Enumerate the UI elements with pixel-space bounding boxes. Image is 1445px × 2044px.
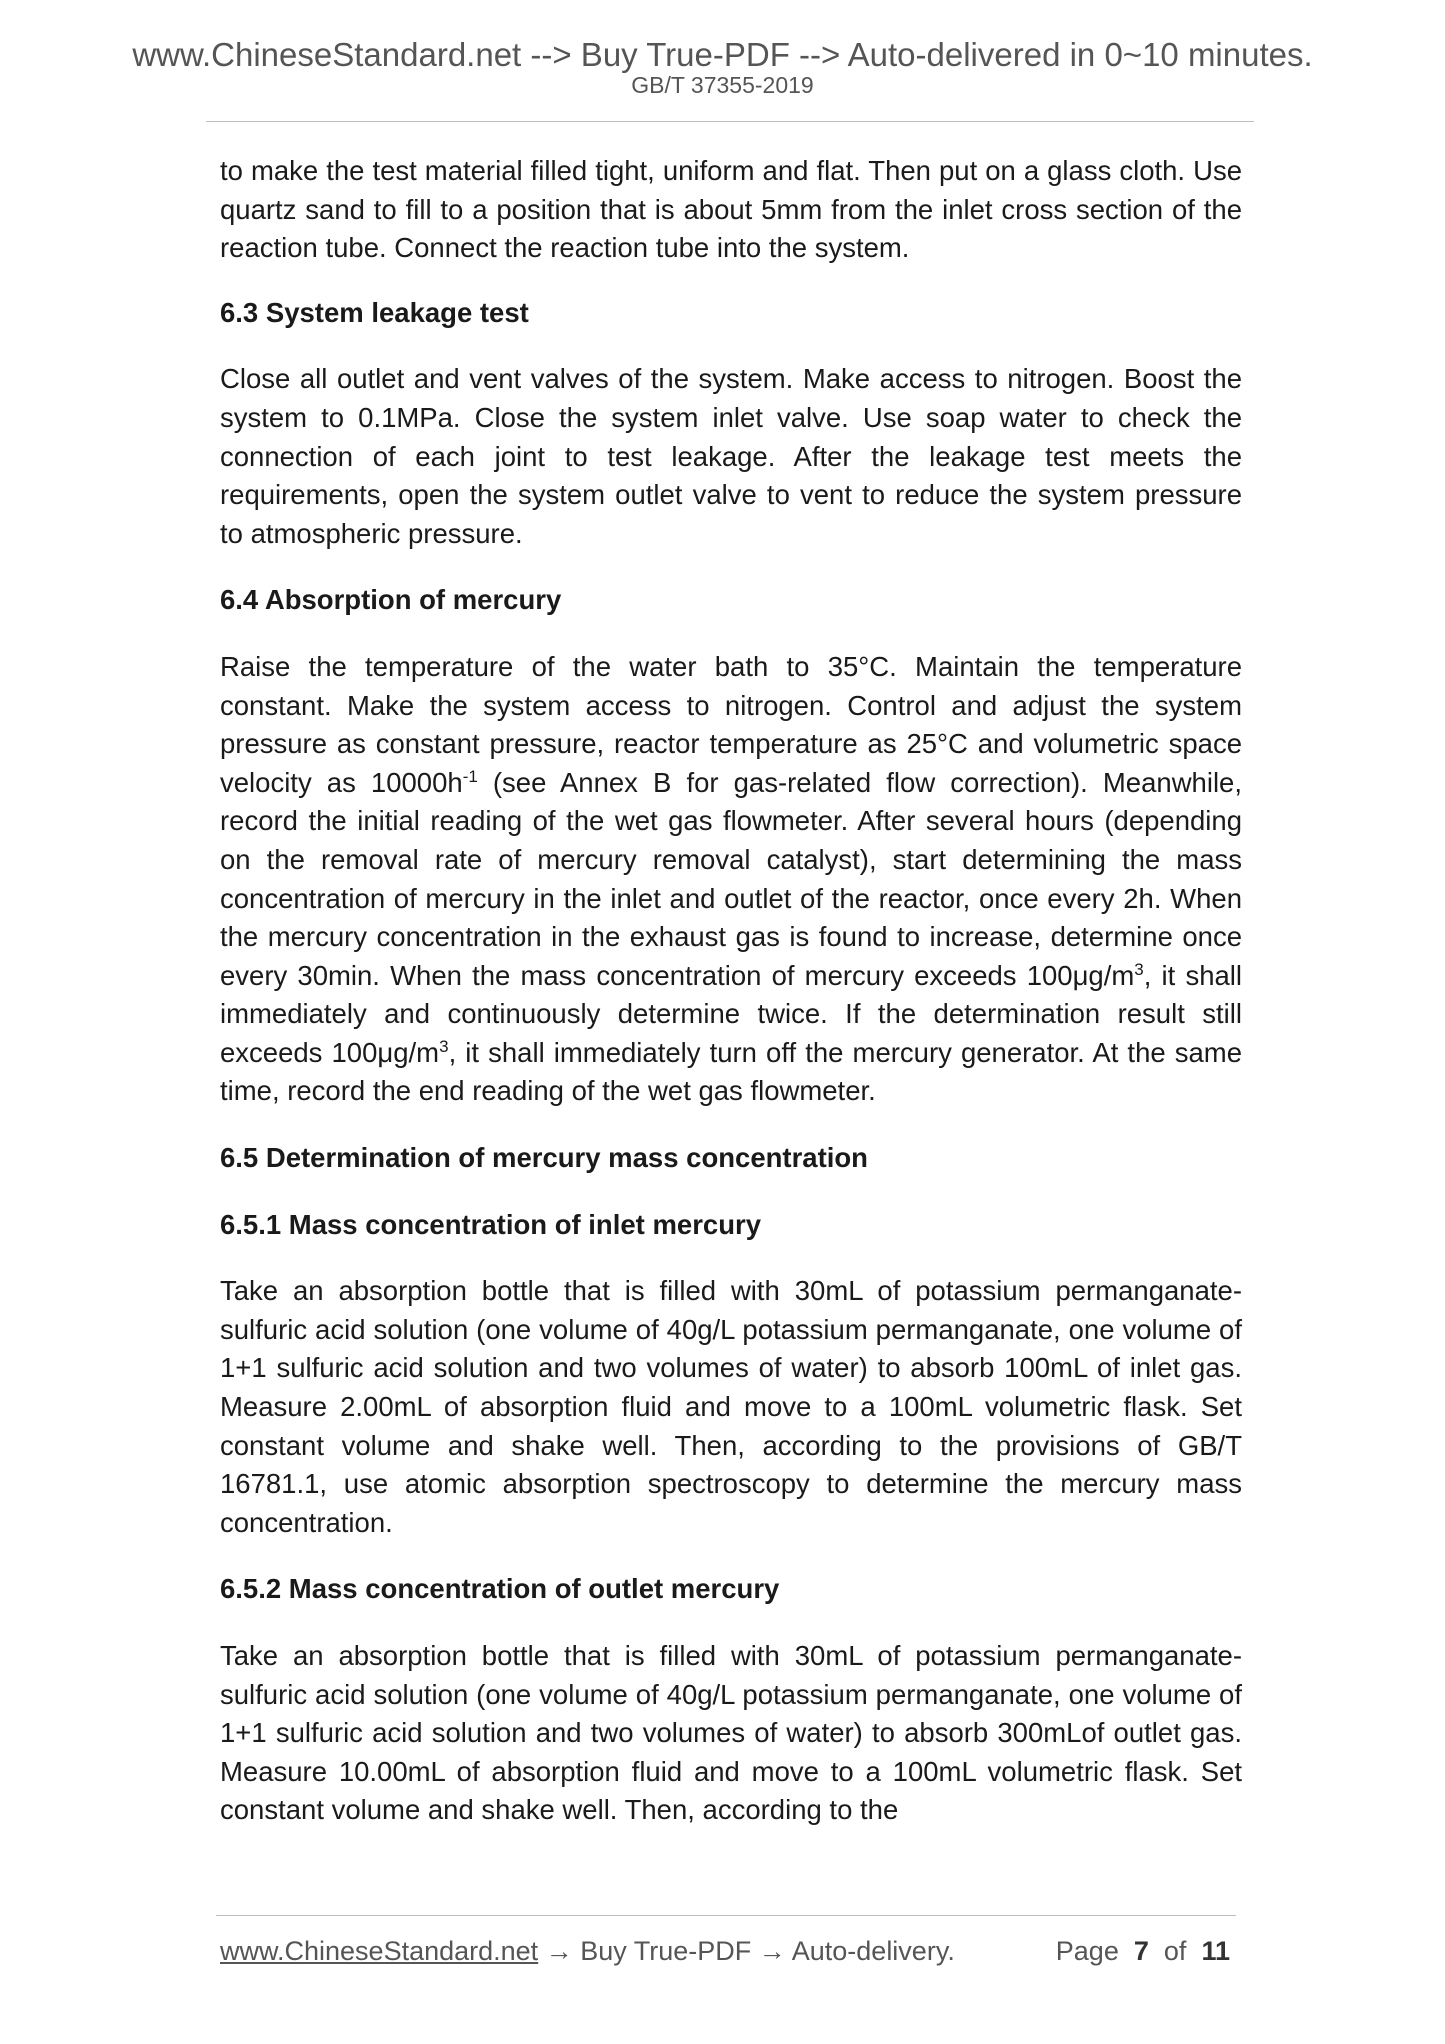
heading-6-4: 6.4 Absorption of mercury bbox=[220, 584, 562, 616]
text-segment: , it shall immediately turn off the mercury generator. At the same time, record the end reading of the wet gas flowmeter. bbox=[220, 1036, 1242, 1107]
footer-tagline: → Buy True-PDF → Auto-delivery. bbox=[538, 1936, 955, 1966]
header-banner: www.ChineseStandard.net --> Buy True-PDF --> Auto-delivered in 0~10 minutes. bbox=[132, 36, 1313, 73]
heading-6-5-2: 6.5.2 Mass concentration of outlet mercury bbox=[220, 1573, 780, 1605]
header-divider bbox=[206, 121, 1254, 122]
superscript: 3 bbox=[439, 1036, 449, 1056]
paragraph-6-5-1: Take an absorption bottle that is filled with 30mL of potassium permanganate-sulfuric acid solution (one volume of 40g/L potassium permanganate, one volume of 1+1 sulfuric acid solution and two volumes of water) to absorb 100mL of inlet gas. Measure 2.00mL of absorption fluid and move to a 100mL volumetric flask. Set constant volume and shake well. Then, according to the provisions of GB/T 16781.1, use atomic absorption spectroscopy to determine the mercury mass concentration. bbox=[220, 1275, 1242, 1538]
page-label: Page bbox=[1055, 1936, 1119, 1966]
document-id: GB/T 37355-2019 bbox=[631, 72, 814, 98]
paragraph-6-5-2: Take an absorption bottle that is filled with 30mL of potassium permanganate-sulfuric acid solution (one volume of 40g/L potassium permanganate, one volume of 1+1 sulfuric acid solution and two volumes of water) to absorb 300mLof outlet gas. Measure 10.00mL of absorption fluid and move to a 100mL volumetric flask. Set constant volume and shake well. Then, according to the bbox=[220, 1640, 1242, 1826]
superscript: 3 bbox=[1134, 959, 1144, 979]
footer-link[interactable]: www.ChineseStandard.net bbox=[220, 1936, 539, 1966]
total-pages: 11 bbox=[1201, 1936, 1230, 1966]
paragraph-6-4 bbox=[220, 648, 1242, 1111]
footer-divider bbox=[216, 1915, 1236, 1916]
current-page: 7 bbox=[1133, 1936, 1149, 1966]
page-number bbox=[1056, 1934, 1230, 1968]
page-content bbox=[220, 152, 1242, 1858]
text-segment: (see Annex B for gas-related flow correction). Meanwhile, record the initial reading of the wet gas flowmeter. After several hours (depending on the removal rate of mercury removal catalyst), start determining the mass concentration of mercury in the inlet and outlet of the reactor, once every 2h. When the mercury concentration in the exhaust gas is found to increase, determine once every 30min. When the mass concentration of mercury exceeds 100μg/m bbox=[220, 766, 1242, 991]
paragraph-6-3: Close all outlet and vent valves of the system. Make access to nitrogen. Boost the system to 0.1MPa. Close the system inlet valve. Use soap water to check the connection of each joint to test leakage. After the leakage test meets the requirements, open the system outlet valve to vent to reduce the system pressure to atmospheric pressure. bbox=[220, 363, 1242, 549]
heading-6-5: 6.5 Determination of mercury mass concentration bbox=[220, 1142, 868, 1174]
text-segment: , it shall immediately and continuously determine twice. If the determination result still exceeds 100μg/m bbox=[220, 959, 1243, 1068]
paragraph-intro: to make the test material filled tight, uniform and flat. Then put on a glass cloth. Use quartz sand to fill to a position that is about 5mm from the inlet cross section of the reaction tube. Connect the reaction tube into the system. bbox=[220, 155, 1242, 264]
text-segment: Raise the temperature of the water bath to 35°C. Maintain the temperature constant. Make the system access to nitrogen. Control and adjust the system pressure as constant pressure, reactor temperature as 25°C and volumetric space velocity as 10000h bbox=[220, 650, 1242, 798]
heading-6-3: 6.3 System leakage test bbox=[220, 296, 529, 328]
page-footer bbox=[220, 1934, 1230, 1968]
heading-6-5-1: 6.5.1 Mass concentration of inlet mercury bbox=[220, 1208, 762, 1240]
of-label: of bbox=[1163, 1936, 1187, 1966]
superscript: -1 bbox=[462, 766, 478, 786]
